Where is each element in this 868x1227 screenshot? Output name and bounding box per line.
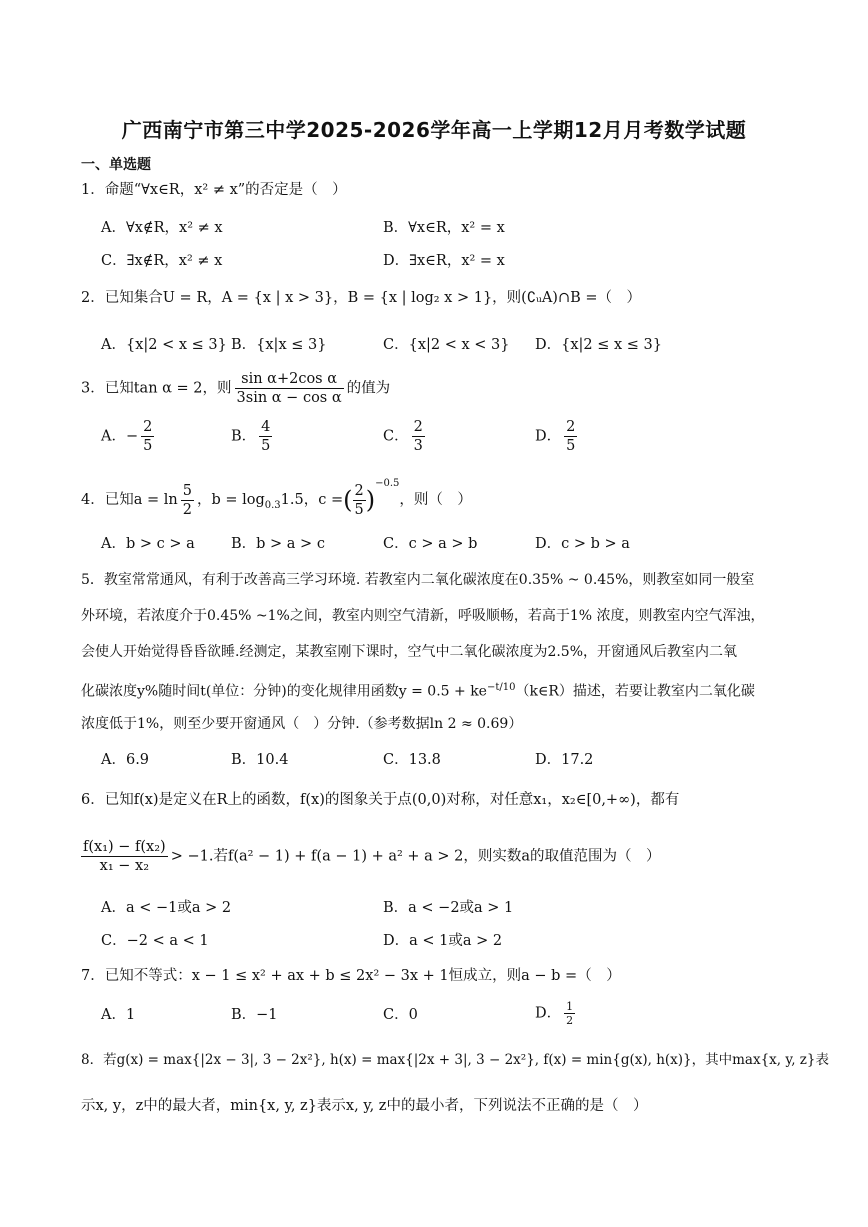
option-numerator: 4 <box>261 419 271 435</box>
question-4-option-b[interactable]: B．b > a > c <box>231 536 325 552</box>
fraction-numerator: 5 <box>182 482 192 499</box>
question-5-option-a[interactable]: A．6.9 <box>101 752 150 768</box>
question-2-option-b[interactable]: B．{x|x ≤ 3} <box>231 337 327 353</box>
question-3-fraction <box>235 370 344 407</box>
question-5-line-2: 外环境，若浓度介于0.45% ~1%之间，教室内则空气清新，呼吸顺畅，若高于1% 浓度，则教室内空气浑浊， <box>81 608 765 624</box>
question-7-option-b[interactable]: B．−1 <box>231 1007 278 1023</box>
question-4-left-paren: ( <box>343 486 353 514</box>
question-4-right-paren: ) <box>365 486 376 514</box>
question-5-line-4-after: （k∈R）描述，若要让教室内二氧化碳 <box>515 683 755 700</box>
question-3-option-d[interactable] <box>535 418 580 455</box>
option-label: C． <box>383 428 409 445</box>
fraction-numerator: 2 <box>354 482 364 499</box>
question-3-stem <box>81 370 390 407</box>
question-5-option-b[interactable]: B．10.4 <box>231 752 289 768</box>
question-1-stem: 1．命题“∀x∈R，x² ≠ x”的否定是（ ） <box>81 182 347 198</box>
question-3-fraction-numerator: sin α+2cos α <box>235 370 344 389</box>
question-3-option-c[interactable] <box>383 418 428 455</box>
option-label: B． <box>231 428 257 445</box>
question-6-option-a[interactable]: A．a < −1或a > 2 <box>101 900 232 916</box>
question-4-c-def: 1.5，c = <box>280 492 344 508</box>
question-4-stem <box>81 474 472 519</box>
question-5-line-5: 浓度低于1%，则至少要开窗通风（ ）分钟.（参考数据ln 2 ≈ 0.69） <box>81 716 523 732</box>
question-7-option-d[interactable] <box>535 1000 578 1027</box>
question-3-fraction-denominator: 3sin α − cos α <box>236 390 342 406</box>
question-4-log-base: 0.3 <box>264 499 281 511</box>
option-denominator: 5 <box>261 438 271 454</box>
option-denominator: 2 <box>566 1014 574 1027</box>
question-6-condition: > −1.若f(a² − 1) + f(a − 1) + a² + a > 2，则实数a的取值范围为（ ） <box>170 848 661 865</box>
option-numerator: 2 <box>566 419 576 435</box>
question-5-formula: y = 0.5 + ke <box>398 683 487 700</box>
fraction-denominator: x₁ − x₂ <box>99 858 150 874</box>
question-6-option-d[interactable]: D．a < 1或a > 2 <box>383 933 503 949</box>
question-4-option-a[interactable]: A．b > c > a <box>101 536 195 552</box>
question-4-exponent: −0.5 <box>375 478 400 489</box>
option-numerator: 2 <box>413 419 423 435</box>
question-4-a-fraction <box>181 482 194 519</box>
option-fraction <box>259 418 272 455</box>
question-5-line-3: 会使人开始觉得昏昏欲睡.经测定，某教室刚下课时，空气中二氧化碳浓度为2.5%，开窗通风后教室内二氧 <box>81 644 738 660</box>
fraction-numerator: f(x₁) − f(x₂) <box>83 839 166 855</box>
question-5-formula-exponent: −t/10 <box>486 682 516 693</box>
question-5-line-1: 5．教室常常通风，有利于改善高三学习环境. 若教室内二氧化碳浓度在0.35% ~ 0.45%，则教室如同一般室 <box>81 572 755 588</box>
question-1-option-a[interactable]: A．∀x∉R，x² ≠ x <box>101 220 223 236</box>
question-2-option-c[interactable]: C．{x|2 < x < 3} <box>383 337 510 353</box>
question-3-option-b[interactable] <box>231 418 275 455</box>
question-4-stem-end: ，则（ ） <box>399 492 472 508</box>
question-3-stem-suffix: 的值为 <box>346 380 391 397</box>
question-1-option-c[interactable]: C．∃x∉R，x² ≠ x <box>101 253 223 269</box>
question-6-line-1: 6．已知f(x)是定义在R上的函数，f(x)的图象关于点(0,0)对称，对任意x₁，x₂∈[0,+∞)，都有 <box>81 792 680 808</box>
option-fraction <box>564 418 577 455</box>
option-fraction <box>412 418 425 455</box>
question-5-option-d[interactable]: D．17.2 <box>535 752 594 768</box>
option-numerator: 2 <box>143 419 153 435</box>
option-numerator: 1 <box>566 1000 574 1013</box>
question-6-option-b[interactable]: B．a < −2或a > 1 <box>383 900 514 916</box>
option-label: D． <box>535 1005 562 1022</box>
option-label: D． <box>535 428 562 445</box>
question-1-option-b[interactable]: B．∀x∈R，x² = x <box>383 220 505 236</box>
question-2-stem: 2．已知集合U = R，A = {x | x > 3}，B = {x | log₂ x > 1}，则(∁ᵤA)∩B =（ ） <box>81 290 642 306</box>
question-4-option-c[interactable]: C．c > a > b <box>383 536 478 552</box>
option-denominator: 5 <box>566 438 576 454</box>
question-5-line-4-before: 化碳浓度y%随时间t(单位：分钟)的变化规律用函数 <box>81 683 399 700</box>
option-fraction <box>141 418 154 455</box>
question-4-a-def: 4．已知a = ln <box>81 492 178 508</box>
question-6-fraction <box>81 838 168 875</box>
question-7-stem: 7．已知不等式：x − 1 ≤ x² + ax + b ≤ 2x² − 3x + 1恒成立，则a − b =（ ） <box>81 968 621 984</box>
question-8-line-2: 示x, y，z中的最大者，min{x, y, z}表示x, y, z中的最小者，下列说法不正确的是（ ） <box>81 1098 648 1114</box>
question-4-b-def: ，b = log <box>196 492 265 508</box>
question-5-option-c[interactable]: C．13.8 <box>383 752 441 768</box>
option-label: A． <box>101 428 126 445</box>
question-3-option-a[interactable] <box>101 418 157 455</box>
question-6-option-c[interactable]: C．−2 < a < 1 <box>101 933 209 949</box>
option-denominator: 3 <box>413 438 423 454</box>
fraction-denominator: 2 <box>182 501 192 518</box>
exam-title: 广西南宁市第三中学2025-2026学年高一上学期12月月考数学试题 <box>121 118 747 142</box>
fraction-denominator: 5 <box>354 501 364 518</box>
option-fraction <box>564 1000 575 1027</box>
option-denominator: 5 <box>143 438 153 454</box>
question-7-option-a[interactable]: A．1 <box>101 1007 136 1023</box>
question-3-stem-prefix: 3．已知tan α = 2，则 <box>81 380 232 397</box>
question-2-option-d[interactable]: D．{x|2 ≤ x ≤ 3} <box>535 337 663 353</box>
question-8-line-1: 8．若g(x) = max{|2x − 3|, 3 − 2x²}, h(x) = max{|2x + 3|, 3 − 2x²}, f(x) = min{g(x), h(x)}，其中max{x, y, z}表 <box>81 1052 829 1068</box>
question-4-option-d[interactable]: D．c > b > a <box>535 536 630 552</box>
option-sign: − <box>125 428 139 445</box>
question-6-line-2 <box>81 838 661 875</box>
question-2-option-a[interactable]: A．{x|2 < x ≤ 3} <box>101 337 227 353</box>
question-1-option-d[interactable]: D．∃x∈R，x² = x <box>383 253 505 269</box>
question-4-c-fraction <box>353 482 366 519</box>
section-heading: 一、单选题 <box>81 157 151 173</box>
question-7-option-c[interactable]: C．0 <box>383 1007 418 1023</box>
question-5-line-4 <box>81 678 755 702</box>
